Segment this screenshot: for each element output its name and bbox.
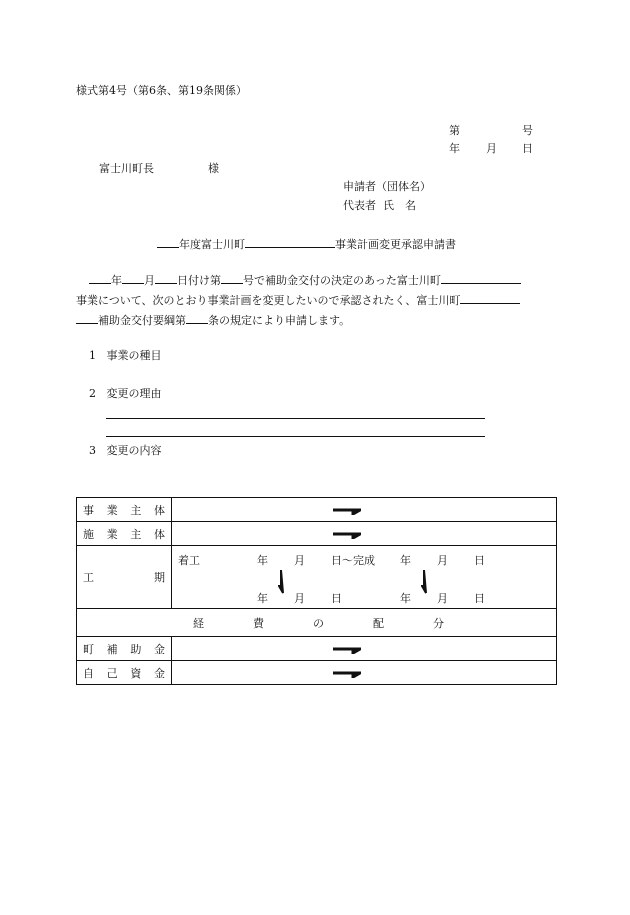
decision-day-blank[interactable] (155, 272, 177, 284)
cell-project-owner[interactable] (172, 498, 557, 522)
title-part2: 事業計画変更承認申請書 (335, 238, 456, 251)
char: 金 (153, 642, 165, 656)
char: 町 (83, 642, 94, 656)
expense-allocation-header (77, 609, 557, 637)
char: 業 (106, 527, 118, 541)
char: 費 (253, 616, 264, 630)
body-line-2 (76, 292, 520, 308)
body-line3-tail: 条の規定により申請します。 (208, 314, 351, 327)
down-arrow-icon (421, 570, 431, 594)
project-name-blank[interactable] (245, 236, 335, 248)
table-row-expense-header (77, 609, 557, 637)
period-day-to-complete: 日〜完成 (331, 554, 375, 567)
char: 助 (130, 642, 142, 656)
period-year: 年 (257, 554, 268, 567)
representative-name-label: 氏 名 (383, 199, 416, 212)
period-month-2: 月 (437, 554, 448, 567)
body-day-number: 日付け第 (177, 274, 221, 287)
period-month: 月 (294, 554, 305, 567)
char: 金 (153, 666, 165, 680)
form-reference: 様式第4号（第6条、第19条関係） (76, 84, 247, 97)
period-year-2: 年 (400, 554, 411, 567)
article-number-blank[interactable] (186, 312, 208, 324)
applicant-representative (343, 199, 416, 213)
cell-period[interactable] (172, 546, 557, 609)
period-new-day-2: 日 (474, 592, 485, 605)
change-content-table (76, 497, 557, 685)
title-part1: 年度富士川町 (179, 238, 245, 251)
item-1-number: 1 (89, 349, 96, 362)
cell-town-subsidy[interactable] (172, 637, 557, 661)
char: 主 (130, 503, 142, 517)
char: 資 (130, 666, 142, 680)
char: 己 (106, 666, 118, 680)
char: 体 (153, 503, 165, 517)
right-arrow-icon (333, 668, 361, 678)
date-month-label: 月 (486, 142, 497, 155)
period-new-year-2: 年 (400, 592, 411, 605)
item-2-label: 変更の理由 (106, 387, 162, 400)
period-new-month-2: 月 (437, 592, 448, 605)
char: 期 (154, 571, 165, 584)
number-prefix: 第 (449, 124, 460, 137)
char: 体 (153, 527, 165, 541)
char: 事 (83, 503, 94, 517)
right-arrow-icon (333, 529, 361, 539)
addressee-honorific: 様 (208, 162, 219, 175)
label-town-subsidy (77, 637, 172, 661)
fiscal-year-blank[interactable] (157, 236, 179, 248)
body-line-3 (76, 312, 350, 328)
char: 施 (83, 527, 94, 541)
table-row-town-subsidy (77, 637, 557, 661)
applicant-group: 申請者（団体名） (343, 180, 431, 193)
addressee-name: 富士川町長 (99, 162, 154, 175)
char: 工 (83, 571, 94, 584)
table-row-project-owner (77, 498, 557, 522)
body-line2-text: 事業について、次のとおり事業計画を変更したいので承認されたく、富士川町 (76, 294, 461, 307)
period-start-label: 着工 (178, 554, 200, 567)
item-3 (89, 444, 162, 458)
body-line3-mid: 補助金交付要綱第 (98, 314, 186, 327)
reason-line-2[interactable] (106, 436, 485, 437)
right-arrow-icon (333, 644, 361, 654)
char: の (313, 616, 324, 630)
label-own-funds (77, 661, 172, 685)
period-new-year: 年 (257, 592, 268, 605)
char: 配 (373, 616, 384, 630)
char: 主 (130, 527, 142, 541)
decision-number-blank[interactable] (221, 272, 243, 284)
item-3-number: 3 (89, 444, 96, 457)
decision-year-blank[interactable] (89, 272, 111, 284)
char: 経 (193, 616, 204, 630)
table-row-own-funds (77, 661, 557, 685)
down-arrow-icon (278, 570, 288, 594)
document-title (157, 236, 456, 252)
item-3-label: 変更の内容 (106, 444, 162, 457)
period-day-2: 日 (474, 554, 485, 567)
table-row-period (77, 546, 557, 609)
right-arrow-icon (333, 505, 361, 515)
item-1 (89, 349, 162, 363)
date-day-label: 日 (522, 142, 533, 155)
item-2 (89, 387, 162, 401)
body-month: 月 (144, 274, 155, 287)
label-construction-owner (77, 522, 172, 546)
body-year: 年 (111, 274, 122, 287)
reason-line-1[interactable] (106, 418, 485, 419)
date-year-label: 年 (449, 142, 460, 155)
item-1-label: 事業の種目 (106, 349, 162, 362)
period-new-month: 月 (294, 592, 305, 605)
number-suffix: 号 (522, 124, 533, 137)
item-2-number: 2 (89, 387, 96, 400)
representative-label: 代表者 (343, 199, 376, 212)
guideline-name-blank[interactable] (76, 312, 98, 324)
cell-own-funds[interactable] (172, 661, 557, 685)
decision-month-blank[interactable] (122, 272, 144, 284)
project-blank-2[interactable] (460, 292, 520, 304)
body-line1-tail: 号で補助金交付の決定のあった富士川町 (243, 274, 441, 287)
cell-construction-owner[interactable] (172, 522, 557, 546)
char: 業 (106, 503, 118, 517)
project-blank-1[interactable] (441, 272, 521, 284)
table-row-construction-owner (77, 522, 557, 546)
label-period (77, 546, 172, 609)
body-line-1 (89, 272, 521, 288)
period-new-day: 日 (331, 592, 342, 605)
char: 自 (83, 666, 94, 680)
char: 分 (433, 616, 444, 630)
char: 補 (106, 642, 118, 656)
label-project-owner (77, 498, 172, 522)
